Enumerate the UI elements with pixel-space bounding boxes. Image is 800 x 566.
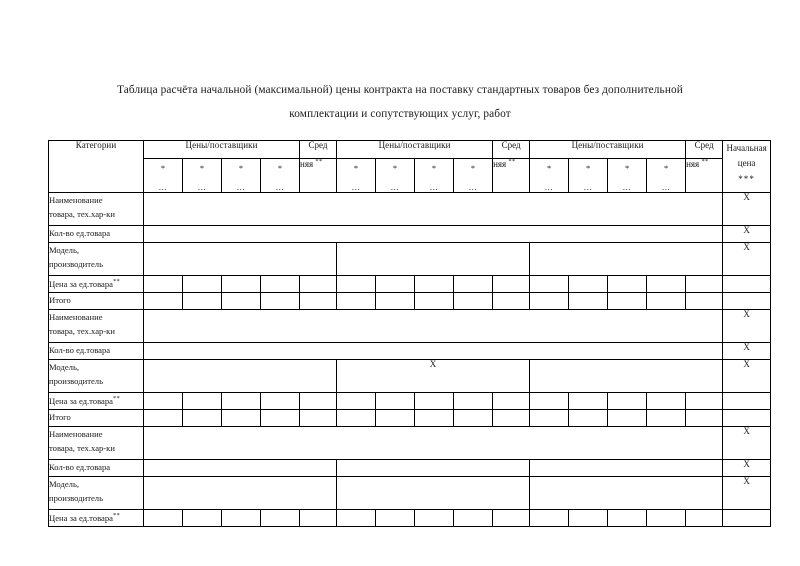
header-start-price-line-2: цена bbox=[737, 158, 756, 169]
table-row bbox=[49, 192, 771, 225]
table-row bbox=[49, 359, 771, 392]
cell-unit-price[interactable] bbox=[183, 392, 222, 409]
table-row bbox=[49, 275, 771, 292]
row-label-line-2: производитель bbox=[49, 376, 103, 387]
cell-model-group-2-2[interactable]: X bbox=[337, 359, 530, 392]
cell-unit-price[interactable] bbox=[261, 509, 300, 526]
cell-unit-price[interactable] bbox=[608, 275, 647, 292]
row-label-line-2: товара, тех.хар-ки bbox=[49, 209, 115, 220]
cell-unit-price[interactable] bbox=[647, 275, 686, 292]
row-label-total-1: Итого bbox=[49, 292, 144, 309]
supplier-dots: … bbox=[661, 182, 671, 193]
cell-total[interactable] bbox=[183, 409, 222, 426]
row-label-model-2 bbox=[49, 359, 144, 392]
table-row bbox=[49, 342, 771, 359]
cell-total-average[interactable] bbox=[686, 409, 723, 426]
cell-total[interactable] bbox=[415, 409, 454, 426]
cell-unit-price-average[interactable] bbox=[686, 392, 723, 409]
cell-unit-price[interactable] bbox=[337, 275, 376, 292]
row-label-text: Цена за ед.товара bbox=[49, 512, 113, 523]
cell-unit-price[interactable] bbox=[647, 509, 686, 526]
row-label-quantity-1: Кол-во ед.товара bbox=[49, 225, 144, 242]
supplier-star: * bbox=[353, 162, 359, 173]
supplier-star: * bbox=[585, 162, 591, 173]
cell-unit-price-average[interactable] bbox=[300, 392, 337, 409]
cell-total-average[interactable] bbox=[300, 409, 337, 426]
cell-model-group-2-1[interactable] bbox=[144, 359, 337, 392]
table-row bbox=[49, 225, 771, 242]
cell-unit-price[interactable] bbox=[376, 509, 415, 526]
cell-name-span-2[interactable] bbox=[144, 309, 723, 342]
supplier-star: * bbox=[160, 162, 166, 173]
header-average-mark: ** bbox=[315, 157, 323, 165]
header-average-word: няя bbox=[300, 158, 314, 169]
cell-unit-price[interactable] bbox=[454, 509, 493, 526]
row-label-mark: ** bbox=[112, 277, 121, 285]
cell-total[interactable] bbox=[530, 409, 569, 426]
cell-total-average[interactable] bbox=[493, 409, 530, 426]
supplier-star: * bbox=[624, 162, 630, 173]
cell-total[interactable] bbox=[337, 409, 376, 426]
row-label-text: Цена за ед.товара bbox=[49, 278, 113, 289]
cell-total[interactable] bbox=[183, 292, 222, 309]
cell-unit-price-average[interactable] bbox=[493, 509, 530, 526]
supplier-star: * bbox=[431, 162, 437, 173]
cell-quantity-group-3-2[interactable] bbox=[337, 459, 530, 476]
row-label-quantity-2: Кол-во ед.товара bbox=[49, 342, 144, 359]
row-label-line-2: товара, тех.хар-ки bbox=[49, 443, 115, 454]
supplier-dots: … bbox=[390, 182, 400, 193]
cell-total[interactable] bbox=[376, 292, 415, 309]
cell-total[interactable] bbox=[261, 292, 300, 309]
cell-unit-price[interactable] bbox=[530, 392, 569, 409]
cell-unit-price-average[interactable] bbox=[493, 392, 530, 409]
cell-start-price-name-2[interactable]: X bbox=[723, 309, 771, 342]
row-label-name-1 bbox=[49, 192, 144, 225]
supplier-dots: … bbox=[544, 182, 554, 193]
cell-total[interactable] bbox=[415, 292, 454, 309]
header-supplier-2-3 bbox=[415, 158, 454, 192]
supplier-star: * bbox=[392, 162, 398, 173]
cell-total[interactable] bbox=[222, 409, 261, 426]
header-supplier-3-2 bbox=[569, 158, 608, 192]
table-row bbox=[49, 309, 771, 342]
supplier-star: * bbox=[663, 162, 669, 173]
price-calculation-table bbox=[48, 140, 771, 527]
cell-unit-price[interactable] bbox=[222, 275, 261, 292]
cell-unit-price[interactable] bbox=[530, 275, 569, 292]
cell-total[interactable] bbox=[647, 292, 686, 309]
cell-unit-price-average[interactable] bbox=[493, 275, 530, 292]
cell-unit-price[interactable] bbox=[454, 392, 493, 409]
cell-model-group-1-1[interactable] bbox=[144, 242, 337, 275]
cell-name-span-1[interactable] bbox=[144, 192, 723, 225]
header-supplier-2-4 bbox=[454, 158, 493, 192]
cell-start-price-quantity-2[interactable]: X bbox=[723, 342, 771, 359]
cell-start-price-name-1[interactable]: X bbox=[723, 192, 771, 225]
cell-start-price-quantity-1[interactable]: X bbox=[723, 225, 771, 242]
header-start-price-line-1: Начальная bbox=[726, 142, 767, 153]
row-label-total-2: Итого bbox=[49, 409, 144, 426]
cell-quantity-span-1[interactable] bbox=[144, 225, 723, 242]
cell-total-average[interactable] bbox=[493, 292, 530, 309]
row-label-line-2: производитель bbox=[49, 493, 103, 504]
cell-total[interactable] bbox=[608, 292, 647, 309]
row-label-mark: ** bbox=[112, 394, 121, 402]
supplier-star: * bbox=[238, 162, 244, 173]
header-average-2: Сред bbox=[493, 140, 530, 158]
cell-unit-price-average[interactable] bbox=[686, 509, 723, 526]
cell-total-average[interactable] bbox=[300, 292, 337, 309]
header-average-2-sub bbox=[493, 158, 530, 192]
row-label-model-1 bbox=[49, 242, 144, 275]
supplier-star: * bbox=[470, 162, 476, 173]
row-label-line-1: Модель, bbox=[49, 361, 80, 372]
table-row bbox=[49, 292, 771, 309]
row-label-line-1: Наименование bbox=[49, 311, 103, 322]
supplier-dots: … bbox=[622, 182, 632, 193]
cell-quantity-span-2[interactable] bbox=[144, 342, 723, 359]
cell-unit-price[interactable] bbox=[608, 509, 647, 526]
header-average-word: няя bbox=[493, 158, 507, 169]
cell-total[interactable] bbox=[144, 409, 183, 426]
cell-total[interactable] bbox=[337, 292, 376, 309]
cell-start-price-model-1[interactable]: X bbox=[723, 242, 771, 275]
header-start-price-mark: *** bbox=[738, 174, 755, 185]
cell-unit-price[interactable] bbox=[222, 392, 261, 409]
row-label-unit-price-3 bbox=[49, 509, 144, 526]
header-supplier-1-4 bbox=[261, 158, 300, 192]
row-label-model-3 bbox=[49, 476, 144, 509]
cell-start-price-unit-3[interactable] bbox=[723, 509, 771, 526]
header-prices-suppliers-group-1: Цены/поставщики bbox=[144, 140, 300, 158]
header-average-3: Сред bbox=[686, 140, 723, 158]
cell-unit-price[interactable] bbox=[647, 392, 686, 409]
table-header-sub-row bbox=[49, 158, 771, 192]
supplier-star: * bbox=[199, 162, 205, 173]
row-label-quantity-3: Кол-во ед.товара bbox=[49, 459, 144, 476]
supplier-dots: … bbox=[351, 182, 361, 193]
cell-total[interactable] bbox=[222, 292, 261, 309]
cell-model-group-1-2[interactable] bbox=[337, 242, 530, 275]
row-label-line-1: Модель, bbox=[49, 478, 80, 489]
table-row bbox=[49, 409, 771, 426]
header-supplier-2-2 bbox=[376, 158, 415, 192]
supplier-star: * bbox=[546, 162, 552, 173]
header-start-price bbox=[723, 140, 771, 192]
cell-unit-price[interactable] bbox=[569, 275, 608, 292]
header-average-3-sub bbox=[686, 158, 723, 192]
cell-total-average[interactable] bbox=[686, 292, 723, 309]
supplier-dots: … bbox=[583, 182, 593, 193]
table-row bbox=[49, 426, 771, 459]
cell-total[interactable] bbox=[454, 292, 493, 309]
cell-model-group-3-3[interactable] bbox=[530, 476, 723, 509]
header-supplier-1-1 bbox=[144, 158, 183, 192]
cell-unit-price[interactable] bbox=[337, 392, 376, 409]
row-label-line-2: производитель bbox=[49, 259, 103, 270]
cell-model-group-3-1[interactable] bbox=[144, 476, 337, 509]
row-label-name-2 bbox=[49, 309, 144, 342]
cell-unit-price[interactable] bbox=[183, 509, 222, 526]
page-title bbox=[0, 0, 800, 127]
table-row bbox=[49, 509, 771, 526]
cell-quantity-group-3-3[interactable] bbox=[530, 459, 723, 476]
cell-unit-price[interactable] bbox=[261, 275, 300, 292]
cell-start-price-model-3[interactable]: X bbox=[723, 476, 771, 509]
supplier-dots: … bbox=[236, 182, 246, 193]
header-supplier-2-1 bbox=[337, 158, 376, 192]
cell-total[interactable] bbox=[569, 292, 608, 309]
table-row bbox=[49, 242, 771, 275]
cell-unit-price[interactable] bbox=[144, 509, 183, 526]
cell-unit-price[interactable] bbox=[415, 392, 454, 409]
row-label-unit-price-1 bbox=[49, 275, 144, 292]
cell-total[interactable] bbox=[144, 292, 183, 309]
header-supplier-3-4 bbox=[647, 158, 686, 192]
supplier-dots: … bbox=[275, 182, 285, 193]
supplier-star: * bbox=[277, 162, 283, 173]
table-container bbox=[0, 127, 800, 527]
cell-unit-price[interactable] bbox=[608, 392, 647, 409]
header-supplier-3-1 bbox=[530, 158, 569, 192]
header-supplier-1-3 bbox=[222, 158, 261, 192]
table-row bbox=[49, 476, 771, 509]
table-row bbox=[49, 392, 771, 409]
row-label-line-1: Наименование bbox=[49, 194, 103, 205]
cell-total[interactable] bbox=[608, 409, 647, 426]
cell-unit-price[interactable] bbox=[530, 509, 569, 526]
cell-unit-price-average[interactable] bbox=[300, 275, 337, 292]
cell-model-group-2-3[interactable] bbox=[530, 359, 723, 392]
cell-start-price-total-1[interactable] bbox=[723, 292, 771, 309]
header-average-1-sub bbox=[300, 158, 337, 192]
page-title-line-2: комплектации и сопутствующих услуг, работ bbox=[289, 108, 511, 121]
cell-unit-price[interactable] bbox=[376, 392, 415, 409]
cell-model-group-3-2[interactable] bbox=[337, 476, 530, 509]
cell-start-price-quantity-3[interactable]: X bbox=[723, 459, 771, 476]
row-label-name-3 bbox=[49, 426, 144, 459]
cell-quantity-group-3-1[interactable] bbox=[144, 459, 337, 476]
header-average-mark: ** bbox=[508, 157, 516, 165]
row-label-line-2: товара, тех.хар-ки bbox=[49, 326, 115, 337]
cell-total[interactable] bbox=[454, 409, 493, 426]
cell-name-span-3[interactable] bbox=[144, 426, 723, 459]
header-prices-suppliers-group-2: Цены/поставщики bbox=[337, 140, 493, 158]
row-label-line-1: Наименование bbox=[49, 428, 103, 439]
cell-total[interactable] bbox=[261, 409, 300, 426]
cell-unit-price[interactable] bbox=[222, 509, 261, 526]
cell-unit-price-average[interactable] bbox=[300, 509, 337, 526]
header-prices-suppliers-group-3: Цены/поставщики bbox=[530, 140, 686, 158]
cell-unit-price[interactable] bbox=[183, 275, 222, 292]
row-label-mark: ** bbox=[112, 511, 121, 519]
cell-start-price-unit-2[interactable] bbox=[723, 392, 771, 409]
table-row bbox=[49, 459, 771, 476]
cell-unit-price[interactable] bbox=[569, 392, 608, 409]
cell-start-price-total-2[interactable] bbox=[723, 409, 771, 426]
supplier-dots: … bbox=[197, 182, 207, 193]
cell-unit-price[interactable] bbox=[415, 509, 454, 526]
cell-unit-price[interactable] bbox=[376, 275, 415, 292]
supplier-dots: … bbox=[429, 182, 439, 193]
header-supplier-1-2 bbox=[183, 158, 222, 192]
cell-model-group-1-3[interactable] bbox=[530, 242, 723, 275]
cell-start-price-model-2[interactable]: X bbox=[723, 359, 771, 392]
row-label-text: Цена за ед.товара bbox=[49, 395, 113, 406]
header-average-mark: ** bbox=[701, 157, 709, 165]
cell-unit-price-average[interactable] bbox=[686, 275, 723, 292]
cell-total[interactable] bbox=[569, 409, 608, 426]
cell-unit-price[interactable] bbox=[261, 392, 300, 409]
cell-unit-price[interactable] bbox=[337, 509, 376, 526]
cell-unit-price[interactable] bbox=[415, 275, 454, 292]
header-supplier-3-3 bbox=[608, 158, 647, 192]
header-categories: Категории bbox=[49, 140, 144, 192]
cell-total[interactable] bbox=[647, 409, 686, 426]
cell-unit-price[interactable] bbox=[454, 275, 493, 292]
page-title-line-1: Таблица расчёта начальной (максимальной) цены контракта на поставку стандартных товаров без дополнительной bbox=[117, 84, 683, 96]
row-label-unit-price-2 bbox=[49, 392, 144, 409]
cell-unit-price[interactable] bbox=[144, 275, 183, 292]
supplier-dots: … bbox=[158, 182, 168, 193]
cell-start-price-name-3[interactable]: X bbox=[723, 426, 771, 459]
header-average-1: Сред bbox=[300, 140, 337, 158]
cell-start-price-unit-1[interactable] bbox=[723, 275, 771, 292]
cell-unit-price[interactable] bbox=[144, 392, 183, 409]
cell-unit-price[interactable] bbox=[569, 509, 608, 526]
cell-total[interactable] bbox=[530, 292, 569, 309]
supplier-dots: … bbox=[468, 182, 478, 193]
cell-total[interactable] bbox=[376, 409, 415, 426]
header-average-word: няя bbox=[686, 158, 700, 169]
row-label-line-1: Модель, bbox=[49, 244, 80, 255]
table-header-group-row bbox=[49, 140, 771, 158]
